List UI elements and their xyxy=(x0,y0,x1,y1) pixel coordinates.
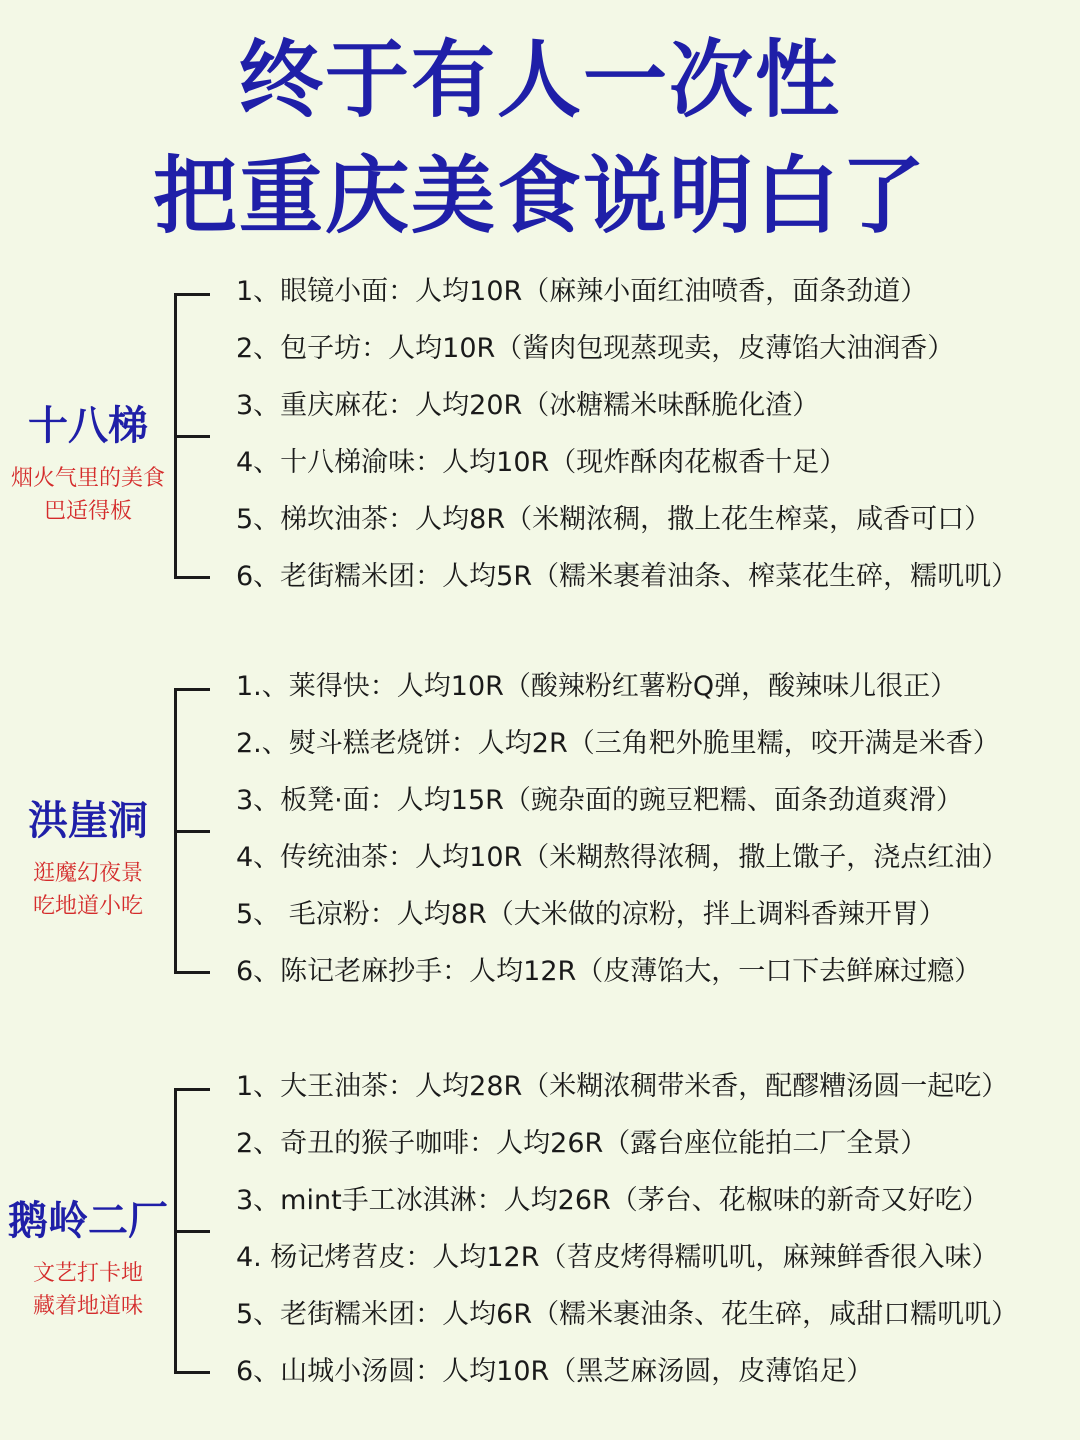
section-subtitle-2: 藏着地道味 xyxy=(32,1294,143,1319)
bracket-tick-middle xyxy=(174,1230,210,1233)
food-item: 6、陈记老麻抄手：人均12R（皮薄馅大，一口下去鲜麻过瘾） xyxy=(236,956,982,987)
food-item: 5、 毛凉粉：人均8R（大米做的凉粉，拌上调料香辣开胃） xyxy=(236,899,946,930)
food-item: 6、老街糯米团：人均5R（糯米裹着油条、榨菜花生碎，糯叽叽） xyxy=(236,561,1019,592)
food-item: 4、十八梯渝味：人均10R（现炸酥肉花椒香十足） xyxy=(236,447,847,478)
page-title-line-1: 终于有人一次性 xyxy=(238,31,841,129)
section-subtitle-2: 巴适得板 xyxy=(43,499,132,524)
section-label xyxy=(0,1197,176,1323)
bracket-tick-middle xyxy=(174,435,210,438)
section-shibati xyxy=(0,262,1080,592)
food-item: 5、老街糯米团：人均6R（糯米裹油条、花生碎，咸甜口糯叽叽） xyxy=(236,1299,1019,1330)
food-item: 4、传统油茶：人均10R（米糊熬得浓稠，撒上馓子，浇点红油） xyxy=(236,842,1009,873)
food-item: 6、山城小汤圆：人均10R（黑芝麻汤圆，皮薄馅足） xyxy=(236,1356,874,1387)
food-item: 1、大王油茶：人均28R（米糊浓稠带米香，配醪糟汤圆一起吃） xyxy=(236,1071,1009,1102)
section-subtitle-1: 文艺打卡地 xyxy=(32,1261,143,1286)
section-label xyxy=(0,797,176,923)
bracket xyxy=(174,293,210,579)
section-label xyxy=(0,402,176,528)
bracket xyxy=(174,688,210,974)
food-item: 3、mint手工冰淇淋：人均26R（茅台、花椒味的新奇又好吃） xyxy=(236,1185,989,1216)
bracket-tick-bottom xyxy=(174,971,210,974)
food-list xyxy=(236,271,1018,613)
bracket xyxy=(174,1088,210,1374)
section-subtitle-1: 逛魔幻夜景 xyxy=(32,861,143,886)
bracket-tick-top xyxy=(174,293,210,296)
food-item: 3、板凳·面：人均15R（豌杂面的豌豆粑糯、面条劲道爽滑） xyxy=(236,785,963,816)
section-subtitle-2: 吃地道小吃 xyxy=(32,894,143,919)
bracket-tick-bottom xyxy=(174,1371,210,1374)
section-hongyadong xyxy=(0,657,1080,987)
bracket-tick-middle xyxy=(174,830,210,833)
bracket-tick-bottom xyxy=(174,576,210,579)
section-subtitle-1: 烟火气里的美食 xyxy=(10,466,165,491)
food-list xyxy=(236,666,1008,1008)
bracket-tick-top xyxy=(174,688,210,691)
food-list xyxy=(236,1066,1018,1408)
food-item: 2.、熨斗糕老烧饼：人均2R（三角粑外脆里糯，咬开满是米香） xyxy=(236,728,1000,759)
food-item: 3、重庆麻花：人均20R（冰糖糯米味酥脆化渣） xyxy=(236,390,820,421)
food-item: 1、眼镜小面：人均10R（麻辣小面红油喷香，面条劲道） xyxy=(236,276,928,307)
section-eling-erchang xyxy=(0,1057,1080,1387)
bracket-tick-top xyxy=(174,1088,210,1091)
page-title-line-2: 把重庆美食说明白了 xyxy=(152,147,927,245)
food-item: 2、奇丑的猴子咖啡：人均26R（露台座位能拍二厂全景） xyxy=(236,1128,928,1159)
section-name: 洪崖洞 xyxy=(28,798,148,844)
food-item: 4. 杨记烤苕皮：人均12R（苕皮烤得糯叽叽，麻辣鲜香很入味） xyxy=(236,1242,999,1273)
section-name: 十八梯 xyxy=(28,403,148,449)
food-item: 5、梯坎油茶：人均8R（米糊浓稠，撒上花生榨菜，咸香可口） xyxy=(236,504,992,535)
food-item: 2、包子坊：人均10R（酱肉包现蒸现卖，皮薄馅大油润香） xyxy=(236,333,955,364)
section-name: 鹅岭二厂 xyxy=(8,1198,168,1244)
food-item: 1.、莱得快：人均10R（酸辣粉红薯粉Q弹，酸辣味儿很正） xyxy=(236,671,958,702)
